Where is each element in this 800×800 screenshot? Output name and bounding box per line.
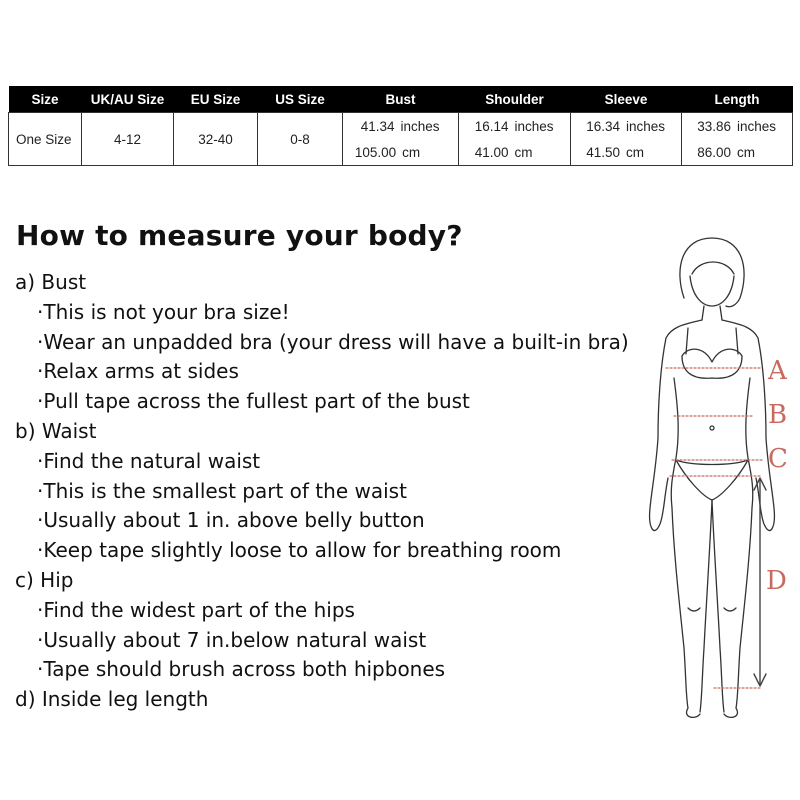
tip-item: · Keep tape slightly loose to allow for breathing room <box>15 536 655 566</box>
measurement-lines <box>666 368 762 688</box>
leg-length-arrow <box>754 478 766 686</box>
tip-item: · Relax arms at sides <box>15 357 655 387</box>
tip-item: · This is not your bra size! <box>15 298 655 328</box>
section-heading-inside-leg: d) Inside leg length <box>15 687 209 712</box>
tip-item: · Tape should brush across both hipbones <box>15 655 655 685</box>
cell-size: One Size <box>9 113 82 166</box>
unit-cm: cm <box>402 144 421 160</box>
tip-item: · Usually about 1 in. above belly button <box>15 506 655 536</box>
sleeve-inches-value: 16.34 <box>586 118 620 134</box>
tip-item: · Find the natural waist <box>15 447 655 477</box>
header-size: Size <box>9 86 82 113</box>
sleeve-cm-value: 41.50 <box>586 144 620 160</box>
bust-inches-value: 41.34 <box>360 118 395 134</box>
unit-inches: inches <box>626 118 666 134</box>
section-heading-hip: c) Hip <box>15 567 74 592</box>
unit-cm: cm <box>737 144 755 160</box>
label-b: B <box>768 400 788 430</box>
header-us-size: US Size <box>258 86 343 113</box>
cell-length-cm <box>682 139 793 166</box>
section-heading-waist: b) Waist <box>15 418 97 443</box>
tip-item: · Pull tape across the fullest part of the bust <box>15 387 655 417</box>
body-outline-illustration <box>630 228 800 728</box>
unit-inches: inches <box>514 118 554 134</box>
header-sleeve: Sleeve <box>571 86 682 113</box>
header-uk-au-size: UK/AU Size <box>82 86 174 113</box>
header-shoulder: Shoulder <box>459 86 571 113</box>
cell-length-inches <box>682 113 793 140</box>
label-d: D <box>766 566 787 596</box>
unit-cm: cm <box>514 144 533 160</box>
label-a: A <box>768 356 787 386</box>
tip-item: · Find the widest part of the hips <box>15 596 655 626</box>
unit-inches: inches <box>737 118 777 134</box>
tip-item: · Usually about 7 in.below natural waist <box>15 626 655 656</box>
shoulder-cm-value: 41.00 <box>474 144 509 160</box>
size-chart-table <box>8 86 793 166</box>
cell-us: 0-8 <box>258 113 343 166</box>
length-cm-value: 86.00 <box>697 144 731 160</box>
label-c: C <box>768 444 788 474</box>
cell-sleeve-inches <box>571 113 682 140</box>
cell-uk-au: 4-12 <box>82 113 174 166</box>
length-inches-value: 33.86 <box>697 118 731 134</box>
size-row-inches <box>9 113 793 140</box>
header-bust: Bust <box>343 86 459 113</box>
bust-cm-value: 105.00 <box>354 144 397 160</box>
measure-guide <box>15 268 655 715</box>
cell-bust-cm <box>343 139 459 166</box>
guide-title: How to measure your body? <box>16 219 463 252</box>
tip-item: · Wear an unpadded bra (your dress will have a built-in bra) <box>15 328 655 358</box>
unit-inches: inches <box>400 118 440 134</box>
tip-item: · This is the smallest part of the waist <box>15 477 655 507</box>
header-length: Length <box>682 86 793 113</box>
cell-bust-inches <box>343 113 459 140</box>
size-table-header-row <box>9 86 793 113</box>
cell-eu: 32-40 <box>174 113 258 166</box>
header-eu-size: EU Size <box>174 86 258 113</box>
cell-sleeve-cm <box>571 139 682 166</box>
body-measurement-figure <box>630 228 800 732</box>
cell-shoulder-cm <box>459 139 571 166</box>
unit-cm: cm <box>626 144 644 160</box>
cell-shoulder-inches <box>459 113 571 140</box>
shoulder-inches-value: 16.14 <box>474 118 509 134</box>
section-heading-bust: a) Bust <box>15 270 87 294</box>
